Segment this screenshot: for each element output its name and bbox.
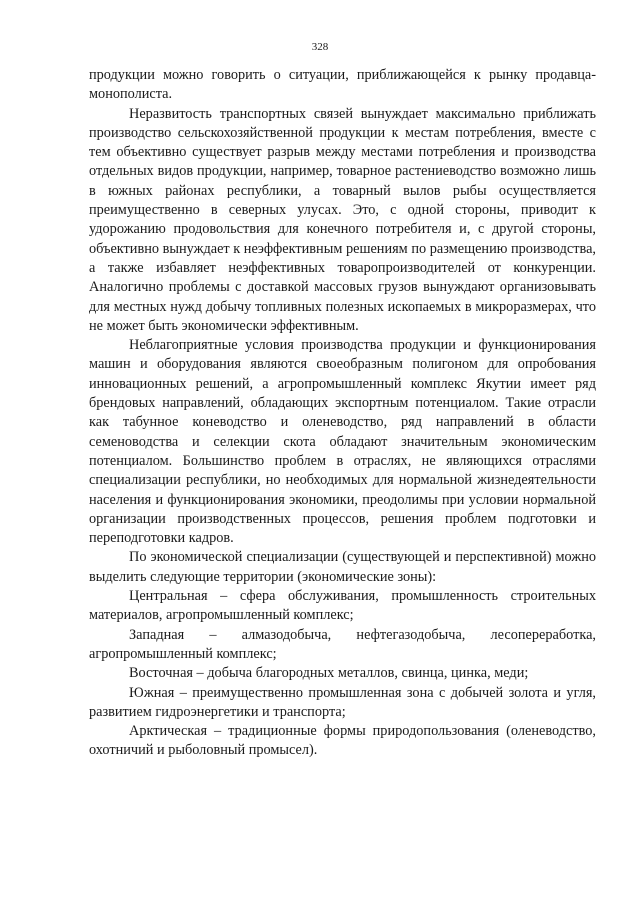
zone-western: Западная – алмазодобыча, нефтегазодобыча, лесопереработка, агропромышленный комплекс;	[89, 626, 596, 662]
paragraph-transport: Неразвитость транспортных связей вынуждает максимально приближать производство сельскохозяйственной продукции к местам потребления, вместе с тем объективно существует разрыв между местами потребления и производства отдельных видов продукции, например, товарное растениеводство возможно лишь в южных районах республики, а товарный вылов рыбы осуществляется преимущественно в северных улусах. Это, с одной стороны, приводит к удорожанию продовольствия для конечного потребителя и, с другой стороны, объективно вынуждает к неэффективным решениям по размещению производства, а также избавляет неэффективных товаропроизводителей от конкуренции. Аналогично проблемы с доставкой массовых грузов вынуждают организовывать для местных нужд добычу топливных полезных ископаемых в микроразмерах, что не может быть экономически эффективным.	[89, 105, 596, 334]
zone-southern: Южная – преимущественно промышленная зона с добычей золота и угля, развитием гидроэнергетики и транспорта;	[89, 684, 596, 720]
zone-eastern: Восточная – добыча благородных металлов, свинца, цинка, меди;	[129, 665, 529, 682]
paragraph-continuation: продукции можно говорить о ситуации, приближающейся к рынку продавца-монополиста.	[89, 67, 596, 103]
page-number: 328	[311, 41, 329, 53]
paragraph-specialization-intro: По экономической специализации (существующей и перспективной) можно выделить следующие территории (экономические зоны):	[89, 549, 596, 585]
zone-central: Центральная – сфера обслуживания, промышленность строительных материалов, агропромышленный комплекс;	[89, 588, 596, 624]
zone-arctic: Арктическая – традиционные формы природопользования (оленеводство, охотничий и рыболовный промысел).	[89, 723, 596, 759]
body-text	[89, 66, 596, 761]
paragraph-conditions: Неблагоприятные условия производства продукции и функционирования машин и оборудования являются своеобразным полигоном для опробования инновационных решений, а агропромышленный комплекс Якутии имеет ряд брендовых направлений, обладающих экспортным потенциалом. Такие отрасли как табунное коневодство и оленеводство, ряд направлений в области семеноводства и селекции скота обладают значительным экономическим потенциалом. Большинство проблем в отраслях, не являющихся отраслями специализации республики, но необходимых для нормальной жизнедеятельности населения и функционирования экономики, преодолимы при условии нормальной организации производственных процессов, решения проблем подготовки и переподготовки кадров.	[89, 337, 596, 547]
